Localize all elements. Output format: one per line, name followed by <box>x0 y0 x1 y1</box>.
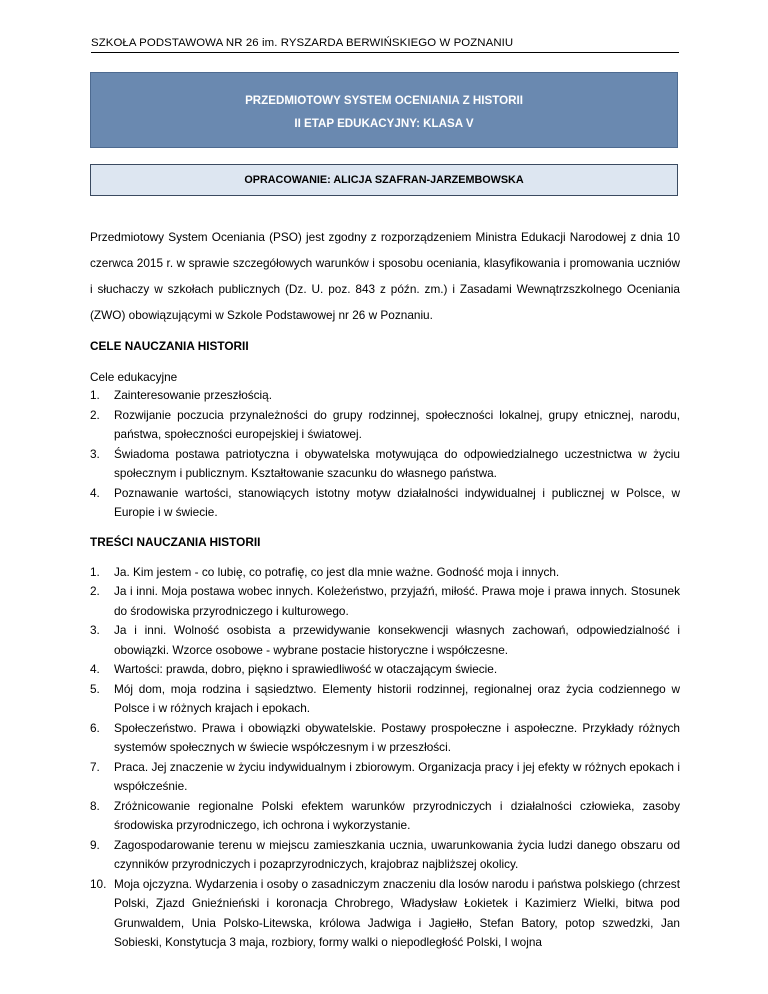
section-heading-cele: CELE NAUCZANIA HISTORII <box>90 339 249 353</box>
list-item: 10. Moja ojczyzna. Wydarzenia i osoby o zasadniczym znaczeniu dla losów narodu i państwa polskiego (chrzest Polski, Zjazd Gnieźnieński i koronacja Chrobrego, Władysław Łokietek i Kazimierz Wielki, bitwa pod Grunwaldem, Unia Polsko-Litewska, królowa Jadwiga i Jagiełło, Stefan Batory, potop szwedzki, Jan Sobieski, Konstytucja 3 maja, rozbiory, formy walki o niepodległość Polski, I wojna <box>90 876 680 949</box>
cele-list <box>90 386 680 523</box>
document-title: PRZEDMIOTOWY SYSTEM OCENIANIA Z HISTORII <box>245 94 523 107</box>
tresci-list <box>90 563 680 953</box>
author-box: OPRACOWANIE: ALICJA SZAFRAN-JARZEMBOWSKA <box>90 164 678 196</box>
title-box <box>90 72 678 148</box>
intro-paragraph: Przedmiotowy System Oceniania (PSO) jest zgodny z rozporządzeniem Ministra Edukacji Narodowej z dnia 10 czerwca 2015 r. w sprawie szczegółowych warunków i sposobu oceniania, klasyfikowania i promowania uczniów i słuchaczy w szkołach publicznych (Dz. U. poz. 843 z późn. zm.) i Zasadami Wewnątrzszkolnego Oceniania (ZWO) obowiązującymi w Szkole Podstawowej nr 26 w Poznaniu. <box>90 230 680 322</box>
page-header: SZKOŁA PODSTAWOWA NR 26 im. RYSZARDA BERWIŃSKIEGO W POZNANIU <box>91 37 679 53</box>
list-item: 1. Zainteresowanie przeszłością. <box>90 388 273 402</box>
list-item: 6. Społeczeństwo. Prawa i obowiązki obywatelskie. Postawy prospołeczne i aspołeczne. Przykłady różnych systemów społecznych w świecie współczesnym i w przeszłości. <box>90 720 680 754</box>
list-item: 1. Ja. Kim jestem - co lubię, co potrafię, co jest dla mnie ważne. Godność moja i innych. <box>90 564 560 579</box>
document-body <box>90 224 680 953</box>
list-item: 4. Wartości: prawda, dobro, piękno i sprawiedliwość w otaczającym świecie. <box>90 662 498 676</box>
list-item: 3. Świadoma postawa patriotyczna i obywatelska motywująca do odpowiedzialnego uczestnictwa w życiu społecznym i publicznym. Kształtowanie szacunku do własnego państwa. <box>90 446 680 480</box>
document-subtitle: II ETAP EDUKACYJNY: KLASA V <box>294 117 474 130</box>
list-item: 7. Praca. Jej znaczenie w życiu indywidualnym i zbiorowym. Organizacja pracy i jej efekty w różnych epokach i współcześnie. <box>90 759 680 793</box>
list-item: 2. Rozwijanie poczucia przynależności do grupy rodzinnej, społeczności lokalnej, grupy etnicznej, narodu, państwa, społeczności europejskiej i światowej. <box>90 407 680 441</box>
subheading-cele-edukacyjne: Cele edukacyjne <box>90 370 178 384</box>
list-item: 9. Zagospodarowanie terenu w miejscu zamieszkania ucznia, uwarunkowania życia ludzi danego obszaru od czynników przyrodniczych i pozaprzyrodniczych, krajobraz najbliższej okolicy. <box>90 837 680 871</box>
list-item: 2. Ja i inni. Moja postawa wobec innych. Koleżeństwo, przyjaźń, miłość. Prawa moje i prawa innych. Stosunek do środowiska przyrodniczego i kulturowego. <box>90 584 680 618</box>
list-item: 4. Poznawanie wartości, stanowiących istotny motyw działalności indywidualnej i publicznej w Polsce, w Europie i w świecie. <box>90 485 680 519</box>
list-item: 8. Zróżnicowanie regionalne Polski efektem warunków przyrodniczych i działalności człowieka, zasoby środowiska przyrodniczego, ich ochrona i wykorzystanie. <box>90 798 680 832</box>
list-item: 3. Ja i inni. Wolność osobista a przewidywanie konsekwencji własnych zachowań, odpowiedzialność i obowiązki. Wzorce osobowe - wybrane postacie historyczne i współczesne. <box>90 623 680 657</box>
section-heading-tresci: TREŚCI NAUCZANIA HISTORII <box>90 534 261 549</box>
list-item: 5. Mój dom, moja rodzina i sąsiedztwo. Elementy historii rodzinnej, regionalnej oraz życia codziennego w Polsce i w różnych krajach i epokach. <box>90 681 680 715</box>
